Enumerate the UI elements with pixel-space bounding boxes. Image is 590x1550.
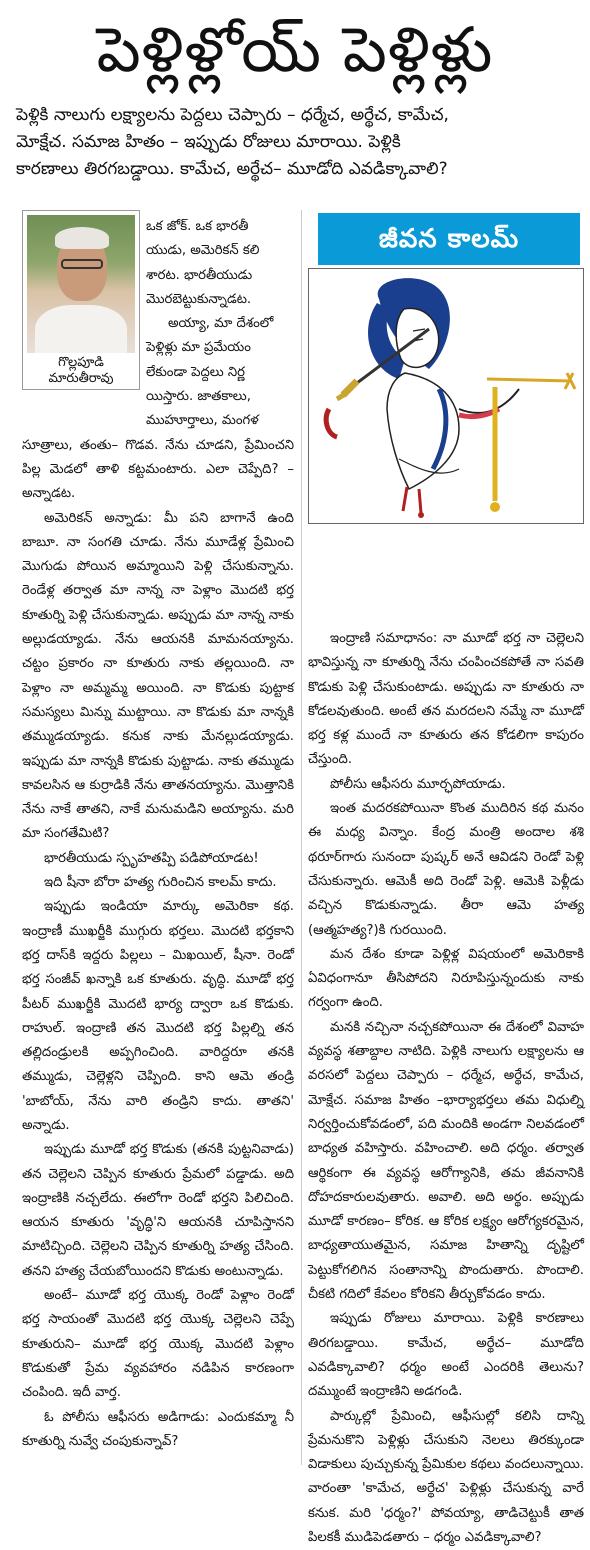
author-name-line2: మారుతీరావు: [27, 371, 135, 387]
text-line: యుడు, అమెరికన్ కలి: [146, 239, 294, 263]
left-column: [22, 215, 294, 1454]
paragraph: ఇంత మదరకపోయినా కొంత ముదిరిన కథ మనం ఈ మధ్య విన్నాం. కేంద్ర మంత్రి అందాల శశి థరూర్‌గారు సునందా పుష్కర్ అనే ఆవిడని రెండో పెళ్లి చేసుకున్నారు. ఆమెకీ అది రెండో పెళ్లి. ఆమెకి పెళ్లీడు వచ్చిన కొడుకున్నాడు. తీరా ఆమె హత్య (ఆత్మహత్య?)కి గురయింది.: [308, 797, 584, 943]
author-photo: [27, 215, 135, 353]
text-line: ముహూర్తాలు, మంగళ: [146, 409, 294, 433]
text-line: శారట. భారతీయుడు: [146, 264, 294, 288]
deck-line: మోక్షేచ. సమాజ హితం – ఇప్పుడు రోజులు మారాయి. పెళ్లికి: [16, 129, 586, 156]
author-photo-box: [22, 210, 140, 390]
deck-line: పెళ్లికి నాలుగు లక్ష్యాలను పెద్దలు చెప్పారు – ధర్మేచ, అర్థేచ, కామేచ,: [16, 102, 586, 129]
author-name-line1: గొల్లపూడి: [27, 355, 135, 371]
paragraph: భారతీయుడు స్పృహతప్పి పడిపోయాడట!: [22, 847, 294, 871]
paragraph: ఇది షీనా బోరా హత్య గురించిన కాలమ్ కాదు.: [22, 871, 294, 895]
paragraph: సూత్రాలు, తంతు– గొడవ. నేను చూడని, ప్రేమించని పిల్ల మెడలో తాళి కట్టమంటారు. ఎలా చెప్పేది? – అన్నాడట.: [22, 434, 294, 507]
author-caption: [27, 355, 135, 387]
text-line: లేకుండా పెద్దలు నిర్ణ: [146, 361, 294, 385]
right-column: [308, 627, 584, 1550]
paragraph: అంటే– మూడో భర్త యొక్క రెండో పెళ్లాం రెండో భర్త సాయంతో మొదటి భర్త యొక్క చెల్లెలని చెప్పే కూతురుని– మూడో భర్త యొక్క మొదటి పెళ్లాం కొడుకుతో ప్రేమ వ్యవహారం నడిపిన కారణంగా చంపింది. ఇదీ వార్త.: [22, 1284, 294, 1405]
paragraph: ఇప్పుడు ఇండియా మార్కు అమెరికా కథ. ఇంద్రాణీ ముఖర్జీకి ముగ్గురు భర్తలు. మొదటి భర్తకాని భర్త దాస్‌కి ఇద్దరు పిల్లలు – మిఖయిల్, షీనా. రెండో భర్త సంజీవ్ ఖన్నాకి ఒక కూతురు. వృద్ధి. మూడో భర్త పీటర్ ముఖర్జీకి మొదటి భార్య ద్వారా ఒక కొడుకు. రాహుల్. ఇంద్రాణి తన మొదటి భర్త పిల్లల్ని తన తల్లిదండ్రులకి అప్పగించింది. వారిద్దరూ తనకి తమ్ముడు, చెల్లెళ్లని చెప్పింది. కాని ఆమె తండ్రి 'బాబోయ్, నేను వారి తండ్రిని కాదు. తాతని' అన్నాడు.: [22, 895, 294, 1138]
text-line: యిస్తారు. జాతకాలు,: [146, 385, 294, 409]
paragraph: ఇంద్రాణి సమాధానం: నా మూడో భర్త నా చెల్లెలని భావిస్తున్న నా కూతుర్ని నేను చంపించకపోతే నా సవతి కొడుకు పెళ్లి చేసుకుంటాడు. అప్పుడు నా కూతురు నా కోడలవుతుంది. అంటే తన మరదలని నమ్మే నా మూడో భర్త కళ్ల ముందే నా కూతురు తన కోడలిగా కాపురం చేస్తుంది.: [308, 627, 584, 773]
paragraph: పోలీసు ఆఫీసరు మూర్ఛపోయాడు.: [308, 773, 584, 797]
text-line: ఒక జోక్. ఒక భారతీ: [146, 215, 294, 239]
paragraph: ఓ పోలీసు ఆఫీసరు అడిగాడు: ఎందుకమ్మా నీ కూతుర్ని నువ్వే చంపుకున్నావ్?: [22, 1406, 294, 1455]
headline: పెళ్లిళ్లోయ్ పెళ్లిళ్లు: [0, 0, 590, 100]
deck: [16, 102, 586, 183]
illustration: [308, 268, 584, 524]
paragraph: ఇప్పుడు మూడో భర్త కొడుకు (తనకి పుట్టనివాడు) తన చెల్లెలని చెప్పిన కూతురు ప్రేమలో పడ్డాడు. అది ఇంద్రాణికి నచ్చలేదు. ఈలోగా రెండో భర్తని పిలిచింది. ఆయన కూతురు 'వృద్ధి'ని ఆయనకి చూపిస్తానని మాటిచ్చింది. చెల్లెలని చెప్పిన కూతుర్ని హత్య చేసింది. తనని హత్య చేయబోయిందని కొడుకు అంటున్నాడు.: [22, 1138, 294, 1284]
intro-wrap: [146, 215, 294, 434]
text-line: అయ్యా, మా దేశంలో: [146, 312, 294, 336]
paragraph: పార్కుల్లో ప్రేమించి, ఆఫీసుల్లో కలిసి దాన్ని ప్రేమనుకొని పెళ్లిళ్లు చేసుకుని నెలలు తిరక్కుండా విడాకులు పుచ్చుకున్న ప్రేమికుల కథలు వందలున్నాయి. వారంతా 'కామేచ, అర్థేచ' పెళ్లిళ్లు చేసుకున్న వారే కనుక. మరి 'ధర్మం?' పోవయ్యా, తాడిచెట్టుకీ తాత పిలకకీ ముడిపెడతారు – ధర్మం ఎవడిక్కావాలి?: [308, 1405, 584, 1550]
column-divider: [301, 210, 302, 1465]
text-line: పెళ్లిళ్లు మా ప్రమేయం: [146, 336, 294, 360]
deck-line: కారణాలు తిరగబడ్డాయి. కామేచ, అర్థేచ– మూడోది ఎవడిక్కావాలి?: [16, 156, 586, 183]
text-line: మొరబెట్టుకున్నాడట.: [146, 288, 294, 312]
paragraph: మనకి నచ్చినా నచ్చకపోయినా ఈ దేశంలో వివాహ వ్యవస్థ శతాబ్దాల నాటిది. పెళ్లికి నాలుగు లక్ష్యాలను ఆ వరసలో పెద్దలు చెప్పారు – ధర్మేచ, అర్థేచ, కామేచ, మోక్షేచ. సమాజ హితం –భార్యాభర్తలు తమ విధుల్ని నిర్వర్తించుకోవడంలో, పది మందికి అండగా నిలవడంలో బాధ్యత వహిస్తారు. వహించాలి. అది ధర్మం. తర్వాత ఆర్థికంగా ఈ వ్యవస్థ ఆరోగ్యానికి, తమ జీవనానికి దోహదకారులవుతారు. అవాలి. అది అర్థం. అప్పుడు మూడో కారణం– కోరిక. ఆ కోరిక లక్ష్యం ఆరోగ్యకరమైన, బాధ్యతాయుతమైన, సమాజ హితాన్ని దృష్టిలో పెట్టుకోగలిగిన సంతానాన్ని పొందుతారు. పొందాలి. చీకటి గదిలో కేవలం కోరికని తీర్చుకోవడం కాదు.: [308, 1016, 584, 1308]
woman-with-sword-icon: [309, 269, 583, 523]
paragraph: మన దేశం కూడా పెళ్లిళ్ల విషయంలో అమెరికాకి ఏవిధంగానూ తీసిపోదని నిరూపిస్తున్నందుకు నాకు గర్వంగా ఉంది.: [308, 943, 584, 1016]
paragraph: ఇప్పుడు రోజులు మారాయి. పెళ్లికి కారణాలు తిరగబడ్డాయి. కామేచ, అర్థేచ– మూడోది ఎవడిక్కావాలి? ధర్మం అంటే ఎందరికి తెలును? దమ్ముంటే ఇంద్రాణిని అడగండి.: [308, 1307, 584, 1404]
paragraph: అమెరికన్ అన్నాడు: మీ పని బాగానే ఉంది బాబూ. నా సంగతి చూడు. నేను మూడేళ్ల ప్రేమించి మొగుడు పోయిన అమ్మాయిని పెళ్లి చేసుకున్నాను. రెండేళ్ల తర్వాత మా నాన్న నా పెళ్లాం మొదటి భర్త కూతుర్ని పెళ్లి చేసుకున్నాడు. అప్పుడు మా నాన్న నాకు అల్లుడయ్యాడు. నేను ఆయనకి మామనయ్యాను. చట్టం ప్రకారం నా కూతురు నాకు తల్లయింది. నా పెళ్లాం నా అమ్మమ్మ అయింది. నా కొడుకు పుట్టాక సమస్యలు మిన్ను ముట్టాయి. నా కొడుకు మా నాన్నకి తమ్ముడయ్యాడు. కనుక నాకు మేనల్లుడయ్యాడు. ఇప్పుడు మా నాన్నకి కొడుకు పుట్టాడు. నాకు తమ్ముడు కావలసిన ఆ కుర్రాడికి నేను తాతనయ్యాను. మొత్తానికి నేను నాకే తాతని, నాకే మనుమడిని అయ్యాను. మరి మా సంగతేమిటి?: [22, 507, 294, 847]
column-name-banner: జీవన కాలమ్: [318, 213, 580, 265]
